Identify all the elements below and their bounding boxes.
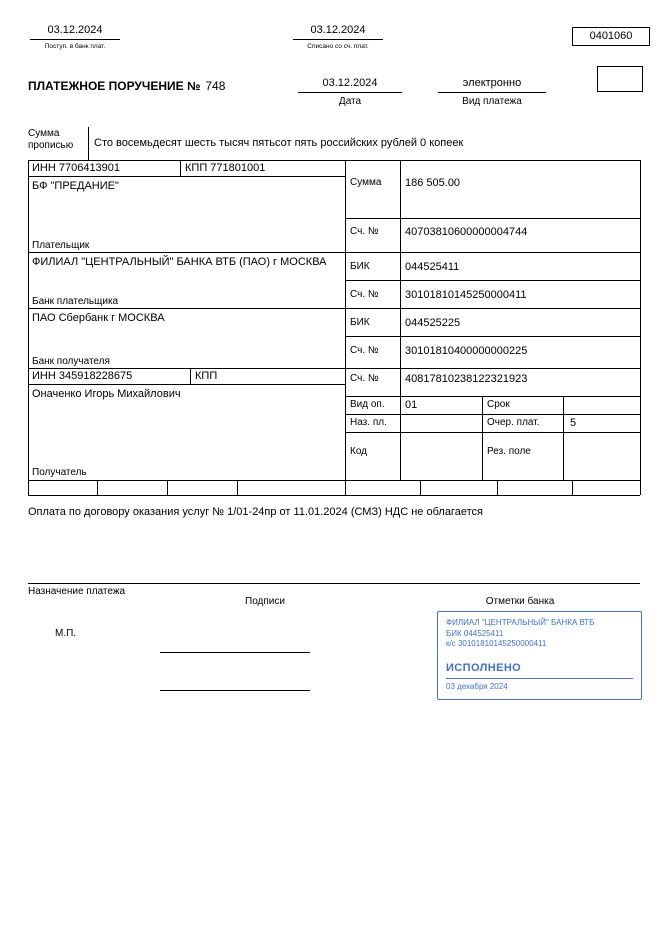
document-title-label: ПЛАТЕЖНОЕ ПОРУЧЕНИЕ № [28, 79, 201, 93]
payer-name: БФ "ПРЕДАНИЕ" [32, 180, 119, 192]
stamp-status: ИСПОЛНЕНО [446, 661, 522, 674]
payee-inn: ИНН 345918228675 [32, 370, 133, 382]
bank-marks-label: Отметки банка [485, 596, 555, 607]
payment-kind: электронно [438, 77, 546, 93]
bank-debited-date: 03.12.2024 [293, 24, 383, 40]
payer-kpp: КПП 771801001 [185, 162, 266, 174]
grid-line [28, 160, 640, 161]
payer-bank-section-label: Банк плательщика [32, 296, 119, 307]
grid-line [88, 127, 89, 160]
op-type-value: 01 [405, 399, 418, 411]
grid-line [28, 384, 345, 385]
stamp-place-label: М.П. [55, 628, 77, 639]
grid-line [28, 583, 640, 584]
payer-bank-bik-label: БИК [350, 261, 370, 272]
bank-received-date: 03.12.2024 [30, 24, 120, 40]
payee-bank-name: ПАО Сбербанк г МОСКВА [32, 312, 165, 324]
op-type-label: Вид оп. [350, 399, 385, 410]
grid-line [482, 396, 483, 480]
amount-value: 186 505.00 [405, 177, 461, 189]
amount-words-value: Сто восемьдесят шесть тысяч пятьсот пять российских рублей 0 копеек [94, 137, 464, 149]
stamp-bank-name: ФИЛИАЛ "ЦЕНТРАЛЬНЫЙ" БАНКА ВТБ [446, 618, 595, 627]
grid-line [572, 480, 573, 495]
payee-name: Оначенко Игорь Михайлович [32, 388, 181, 400]
grid-line [167, 480, 168, 495]
payee-account-label: Сч. № [350, 373, 379, 384]
payee-bank-section-label: Банк получателя [32, 356, 110, 367]
grid-line [345, 160, 346, 495]
grid-line [345, 432, 640, 433]
priority-value: 5 [570, 417, 577, 429]
grid-line [345, 396, 640, 397]
payment-kind-label: Вид платежа [462, 96, 522, 107]
payee-section-label: Получатель [32, 467, 87, 478]
bank-stamp [437, 611, 642, 700]
header-empty-box [597, 66, 643, 92]
document-date-label: Дата [338, 96, 362, 107]
payee-kpp-label: КПП [195, 370, 218, 382]
payer-bank-name: ФИЛИАЛ "ЦЕНТРАЛЬНЫЙ" БАНКА ВТБ (ПАО) г МОСКВА [32, 256, 327, 268]
amount-words-label: Сумма прописью [28, 128, 74, 151]
payer-bank-account-label: Сч. № [350, 289, 379, 300]
document-title [28, 79, 225, 93]
signature-line-1 [160, 652, 310, 653]
payer-account-value: 40703810600000004744 [405, 226, 528, 238]
grid-line [345, 280, 640, 281]
payee-bank-bik-label: БИК [350, 317, 370, 328]
bank-received-label: Поступ. в банк плат. [44, 43, 106, 50]
payment-purpose-label: Назначение платежа [28, 586, 126, 597]
grid-line [345, 218, 640, 219]
grid-line [345, 336, 640, 337]
grid-line [28, 368, 640, 369]
stamp-date: 03 декабря 2024 [446, 678, 633, 691]
grid-line [237, 480, 238, 495]
grid-line [28, 495, 640, 496]
grid-line [28, 308, 640, 309]
grid-line [28, 176, 345, 177]
stamp-bik: БИК 044525411 [446, 628, 504, 638]
code-label: Код [350, 446, 368, 457]
payer-account-label: Сч. № [350, 226, 379, 237]
document-number: 748 [205, 79, 226, 93]
grid-line [28, 252, 640, 253]
document-date: 03.12.2024 [298, 77, 402, 93]
payee-bank-bik-value: 044525225 [405, 317, 461, 329]
purpose-code-label: Наз. пл. [350, 417, 387, 428]
payee-bank-account-label: Сч. № [350, 345, 379, 356]
bank-debited-label: Списано со сч. плат. [307, 43, 369, 50]
payer-bank-account-value: 30101810145250000411 [405, 289, 527, 301]
term-label: Срок [487, 399, 510, 410]
grid-line [180, 160, 181, 176]
payer-section-label: Плательщик [32, 240, 90, 251]
grid-line [563, 396, 564, 480]
payer-inn: ИНН 7706413901 [32, 162, 121, 174]
grid-line [420, 480, 421, 495]
grid-line [97, 480, 98, 495]
signatures-label: Подписи [245, 596, 285, 607]
priority-label: Очер. плат. [487, 417, 540, 428]
stamp-corr-account: к/с 30101810145250000411 [446, 639, 547, 648]
signature-line-2 [160, 690, 310, 691]
grid-line [400, 160, 401, 480]
payee-account-value: 40817810238122321923 [405, 373, 528, 385]
grid-line [190, 368, 191, 384]
payer-bank-bik-value: 044525411 [405, 261, 460, 273]
grid-line [28, 480, 640, 481]
grid-line [640, 160, 641, 495]
amount-label: Сумма [350, 177, 382, 188]
grid-line [345, 414, 640, 415]
grid-line [28, 160, 29, 495]
reserve-field-label: Рез. поле [487, 446, 531, 457]
form-code: 0401060 [572, 27, 650, 46]
payment-purpose-text: Оплата по договору оказания услуг № 1/01-24пр от 11.01.2024 (СМЗ) НДС не облагается [28, 506, 483, 518]
payee-bank-account-value: 30101810400000000225 [405, 345, 528, 357]
grid-line [497, 480, 498, 495]
